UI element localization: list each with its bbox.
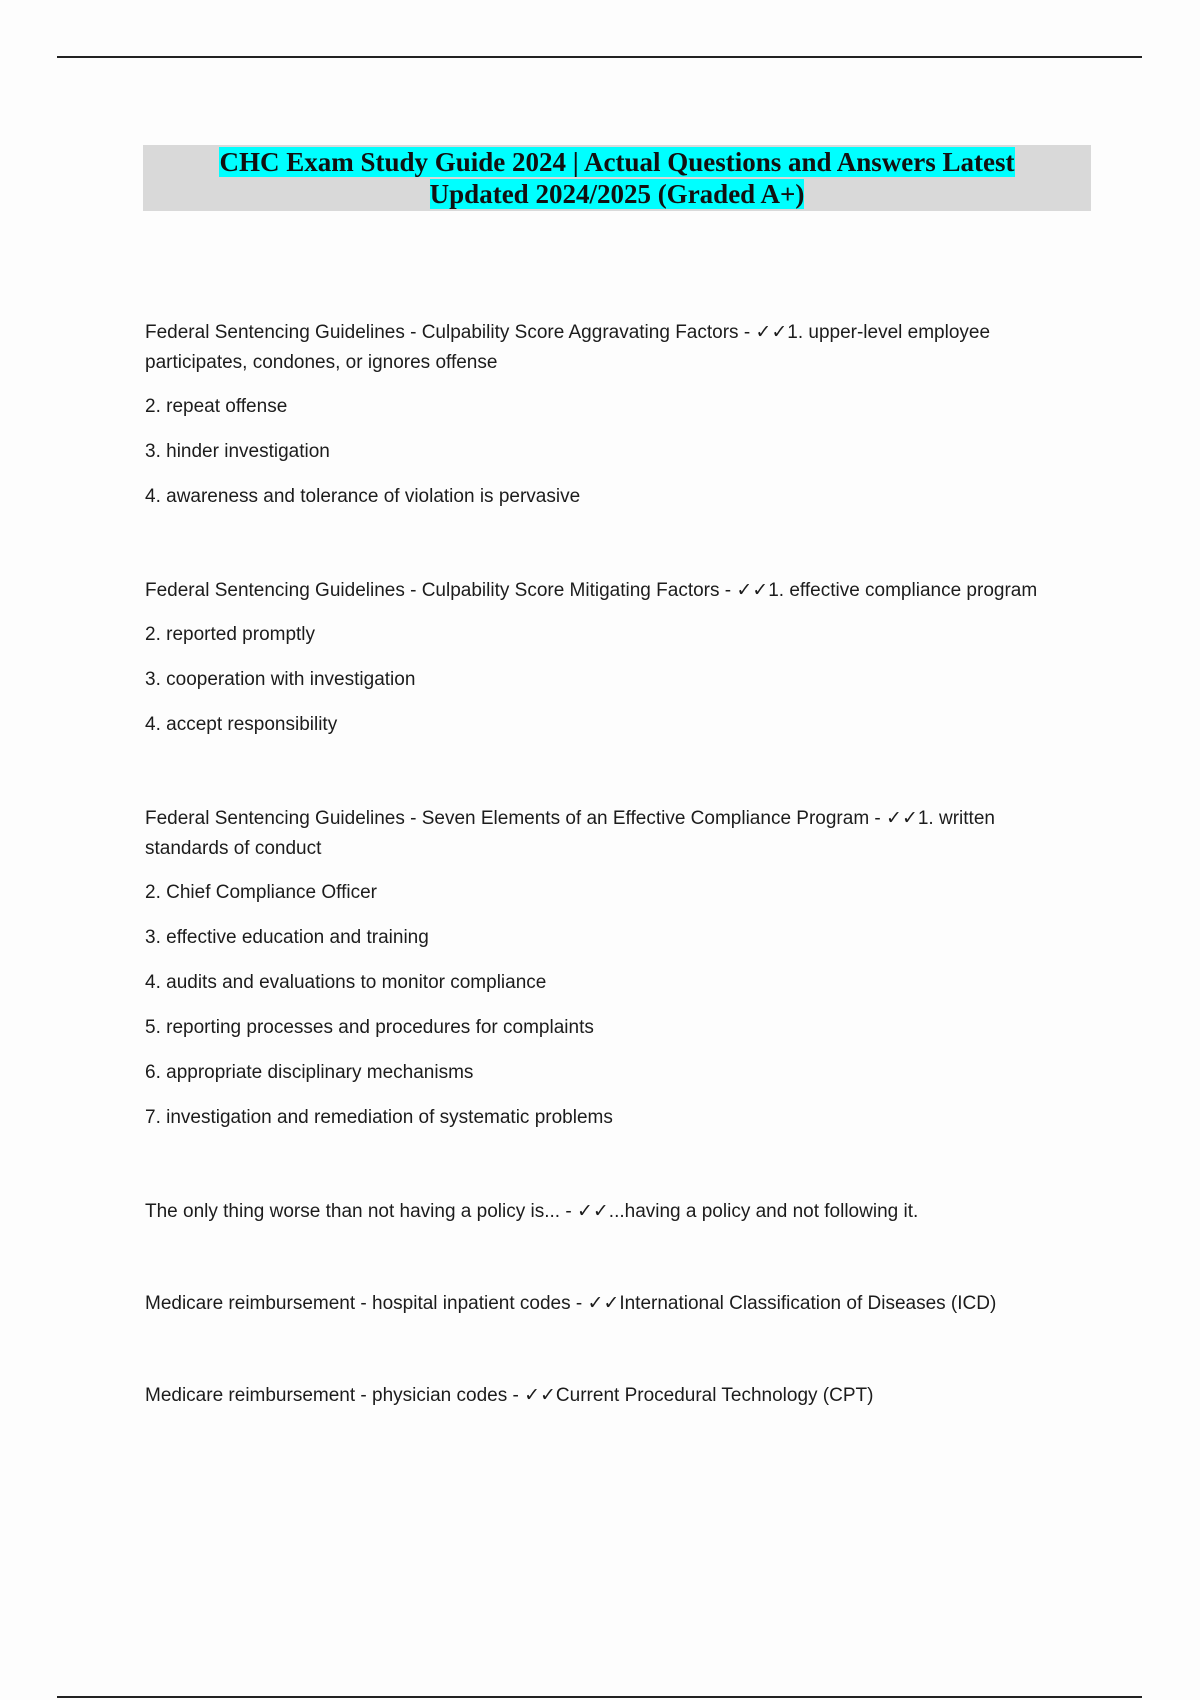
answer-item: 7. investigation and remediation of systematic problems: [145, 1107, 613, 1128]
qa-entry: [145, 804, 1075, 1133]
qa-question-answer: Federal Sentencing Guidelines - Culpability Score Mitigating Factors - ✓✓1. effective compliance program: [145, 580, 1038, 601]
qa-question-answer: Medicare reimbursement - hospital inpatient codes - ✓✓International Classification of Diseases (ICD): [145, 1293, 997, 1314]
qa-question-answer: Medicare reimbursement - physician codes - ✓✓Current Procedural Technology (CPT): [145, 1385, 874, 1406]
answer-item: 2. repeat offense: [145, 396, 288, 417]
title-line-1: CHC Exam Study Guide 2024 | Actual Questions and Answers Latest: [219, 147, 1015, 177]
answer-item: 3. cooperation with investigation: [145, 669, 416, 690]
answer-item: 6. appropriate disciplinary mechanisms: [145, 1062, 474, 1083]
qa-entry: [145, 576, 1075, 740]
answer-item: 3. effective education and training: [145, 927, 429, 948]
qa-list: [145, 318, 1075, 1473]
answer-item: 4. awareness and tolerance of violation is pervasive: [145, 486, 581, 507]
answer-item: 5. reporting processes and procedures for complaints: [145, 1017, 594, 1038]
answer-item: 4. audits and evaluations to monitor compliance: [145, 972, 547, 993]
qa-entry: [145, 1381, 1075, 1411]
title-line-2: Updated 2024/2025 (Graded A+): [429, 179, 805, 209]
qa-entry: [145, 318, 1075, 512]
qa-entry: [145, 1289, 1075, 1319]
answer-item: 2. Chief Compliance Officer: [145, 882, 377, 903]
footer-rule: [57, 1696, 1142, 1698]
qa-entry: [145, 1197, 1075, 1227]
answer-item: 3. hinder investigation: [145, 441, 330, 462]
answer-item: 2. reported promptly: [145, 624, 316, 645]
document-title: [143, 145, 1091, 211]
qa-question-answer: Federal Sentencing Guidelines - Seven Elements of an Effective Compliance Program - ✓✓1. written standards of conduct: [145, 808, 995, 859]
answer-item: 4. accept responsibility: [145, 714, 338, 735]
header-rule: [57, 56, 1142, 58]
qa-question-answer: The only thing worse than not having a policy is... - ✓✓...having a policy and not following it.: [145, 1201, 919, 1222]
qa-question-answer: Federal Sentencing Guidelines - Culpability Score Aggravating Factors - ✓✓1. upper-level employee participates, condones, or ignores offense: [145, 322, 991, 373]
